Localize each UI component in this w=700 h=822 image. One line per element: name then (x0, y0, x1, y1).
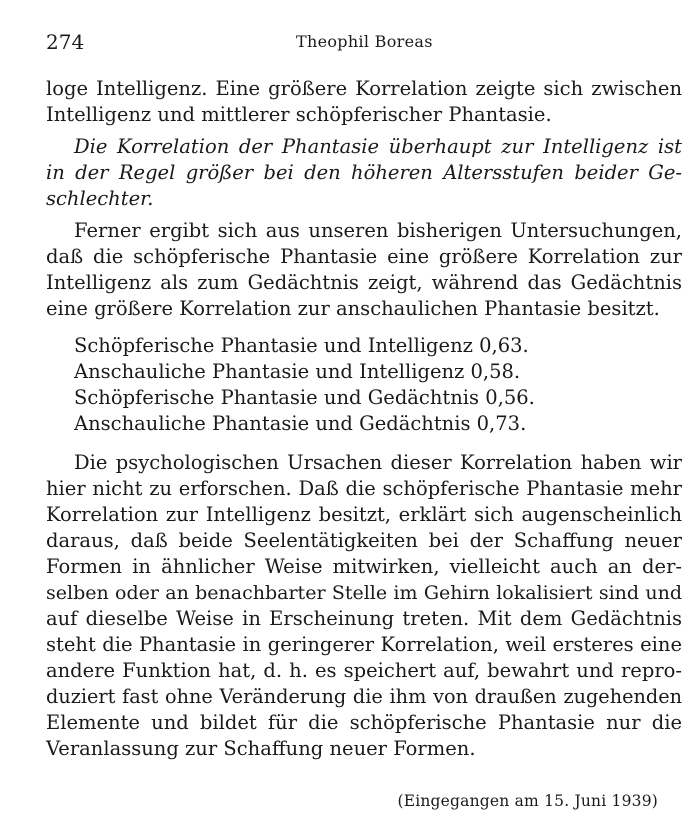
text-line: eine größere Korrelation zur anschaulichen Phantasie besitzt. (46, 297, 660, 320)
italic-text-line: schlechter. (46, 187, 154, 210)
text-line: andere Funktion hat, d. h. es speichert auf, bewahrt und repro- (46, 659, 682, 682)
correlation-row: Anschauliche Phantasie und Intelligenz 0,58. (74, 360, 521, 383)
correlation-row: Schöpferische Phantasie und Gedächtnis 0,56. (74, 386, 535, 409)
correlation-row: Anschauliche Phantasie und Gedächtnis 0,73. (74, 412, 527, 435)
received-date-note: (Eingegangen am 15. Juni 1939) (397, 792, 658, 810)
text-line: Die psychologischen Ursachen dieser Korrelation haben wir (74, 451, 682, 474)
text-line: selben oder an benachbarter Stelle im Gehirn lokalisiert sind und (46, 582, 682, 604)
text-line: Formen in ähnlicher Weise mitwirken, vielleicht auch an der- (46, 555, 682, 578)
text-line: loge Intelligenz. Eine größere Korrelation zeigte sich zwischen (46, 77, 682, 100)
text-line: daraus, daß beide Seelentätigkeiten bei der Schaffung neuer (46, 529, 682, 552)
running-title: Theophil Boreas (296, 32, 433, 51)
text-line: Korrelation zur Intelligenz besitzt, erklärt sich augenscheinlich (46, 503, 682, 526)
page-number: 274 (46, 30, 85, 54)
correlation-row: Schöpferische Phantasie und Intelligenz 0,63. (74, 334, 529, 357)
text-line: hier nicht zu erforschen. Daß die schöpferische Phantasie mehr (46, 477, 682, 500)
text-line: Intelligenz als zum Gedächtnis zeigt, während das Gedächtnis (46, 271, 682, 294)
text-line: steht die Phantasie in geringerer Korrelation, weil ersteres eine (46, 633, 682, 656)
text-line: Elemente und bildet für die schöpferische Phantasie nur die (46, 711, 682, 734)
italic-text-line: in der Regel größer bei den höheren Altersstufen beider Ge- (46, 161, 682, 184)
text-line: duziert fast ohne Veränderung die ihm von draußen zugehenden (46, 685, 682, 708)
text-line: daß die schöpferische Phantasie eine größere Korrelation zur (46, 245, 682, 268)
text-line: Veranlassung zur Schaffung neuer Formen. (46, 737, 476, 760)
text-line: Ferner ergibt sich aus unseren bisherigen Untersuchungen, (74, 219, 682, 242)
text-line: Intelligenz und mittlerer schöpferischer Phantasie. (46, 103, 552, 126)
text-line: auf dieselbe Weise in Erscheinung treten. Mit dem Gedächtnis (46, 607, 682, 630)
italic-text-line: Die Korrelation der Phantasie überhaupt zur Intelligenz ist (74, 135, 682, 158)
